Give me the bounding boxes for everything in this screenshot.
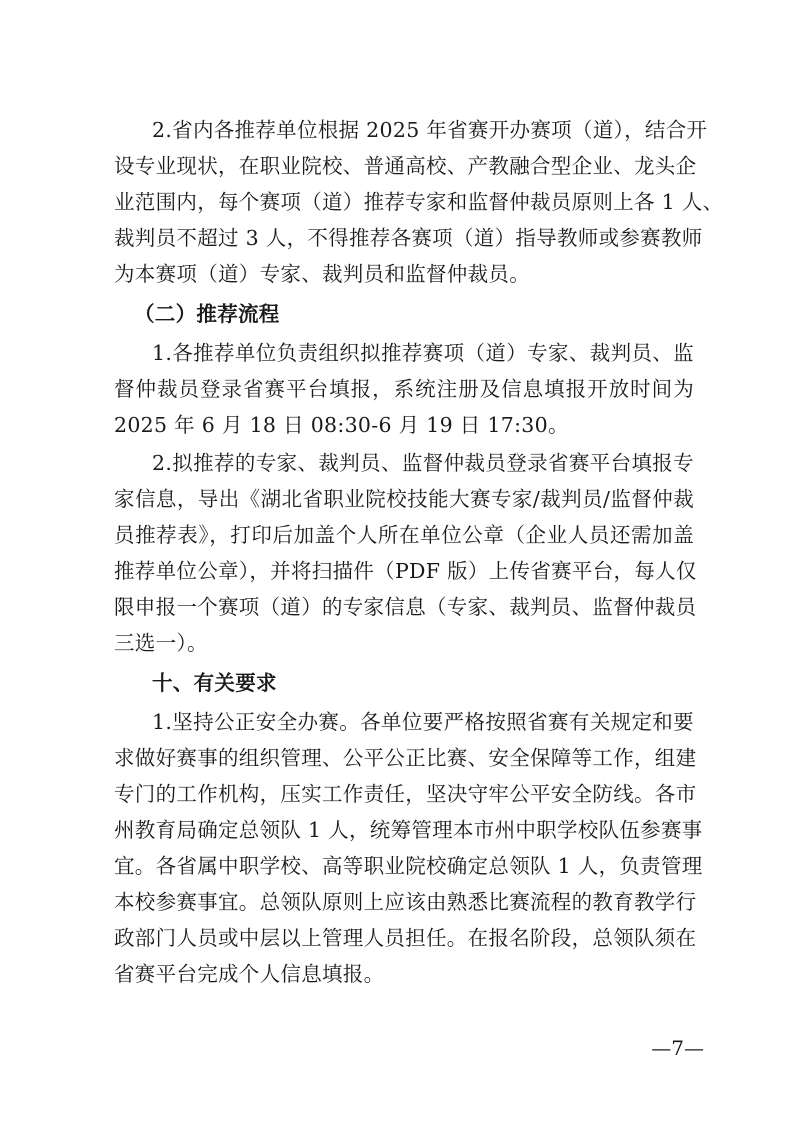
paragraph-line: 2025 年 6 月 18 日 08:30-6 月 19 日 17:30。	[114, 413, 569, 437]
paragraph-line: 为本赛项（道）专家、裁判员和监督仲裁员。	[114, 262, 530, 286]
paragraph-line: 专门的工作机构，压实工作责任，坚决守牢公平安全防线。各市	[114, 782, 697, 806]
paragraph-line: 省赛平台完成个人信息填报。	[114, 962, 385, 986]
section-subheading: （二）推荐流程	[134, 302, 280, 326]
paragraph-line: 2.省内各推荐单位根据 2025 年省赛开办赛项（道），结合开	[152, 118, 708, 142]
paragraph-line: 宜。各省属中职学校、高等职业院校确定总领队 1 人，负责管理	[114, 854, 703, 878]
paragraph-line: 求做好赛事的组织管理、公平公正比赛、安全保障等工作，组建	[114, 746, 697, 770]
paragraph-line: 员推荐表》，打印后加盖个人所在单位公章（企业人员还需加盖	[114, 523, 694, 547]
paragraph-line: 1.各推荐单位负责组织拟推荐赛项（道）专家、裁判员、监	[152, 341, 694, 365]
paragraph-line: 限申报一个赛项（道）的专家信息（专家、裁判员、监督仲裁员	[114, 595, 697, 619]
page-number: —7—	[651, 1036, 704, 1060]
paragraph-line: 督仲裁员登录省赛平台填报，系统注册及信息填报开放时间为	[114, 377, 694, 401]
paragraph-line: 家信息，导出《湖北省职业院校技能大赛专家/裁判员/监督仲裁	[114, 487, 694, 511]
section-heading: 十、有关要求	[152, 671, 277, 695]
paragraph-line: 州教育局确定总领队 1 人，统筹管理本市州中职学校队伍参赛事	[114, 818, 703, 842]
paragraph-line: 业范围内，每个赛项（道）推荐专家和监督仲裁员原则上各 1 人、	[114, 190, 724, 214]
paragraph-line: 三选一）。	[114, 631, 208, 655]
paragraph-line: 2.拟推荐的专家、裁判员、监督仲裁员登录省赛平台填报专	[152, 451, 694, 475]
paragraph-line: 推荐单位公章），并将扫描件（PDF 版）上传省赛平台，每人仅	[114, 559, 697, 583]
paragraph-line: 政部门人员或中层以上管理人员担任。在报名阶段，总领队须在	[114, 926, 697, 950]
paragraph-line: 设专业现状，在职业院校、普通高校、产教融合型企业、龙头企	[114, 154, 697, 178]
paragraph-line: 本校参赛事宜。总领队原则上应该由熟悉比赛流程的教育教学行	[114, 890, 697, 914]
paragraph-line: 裁判员不超过 3 人，不得推荐各赛项（道）指导教师或参赛教师	[114, 226, 703, 250]
paragraph-line: 1.坚持公正安全办赛。各单位要严格按照省赛有关规定和要	[152, 710, 694, 734]
